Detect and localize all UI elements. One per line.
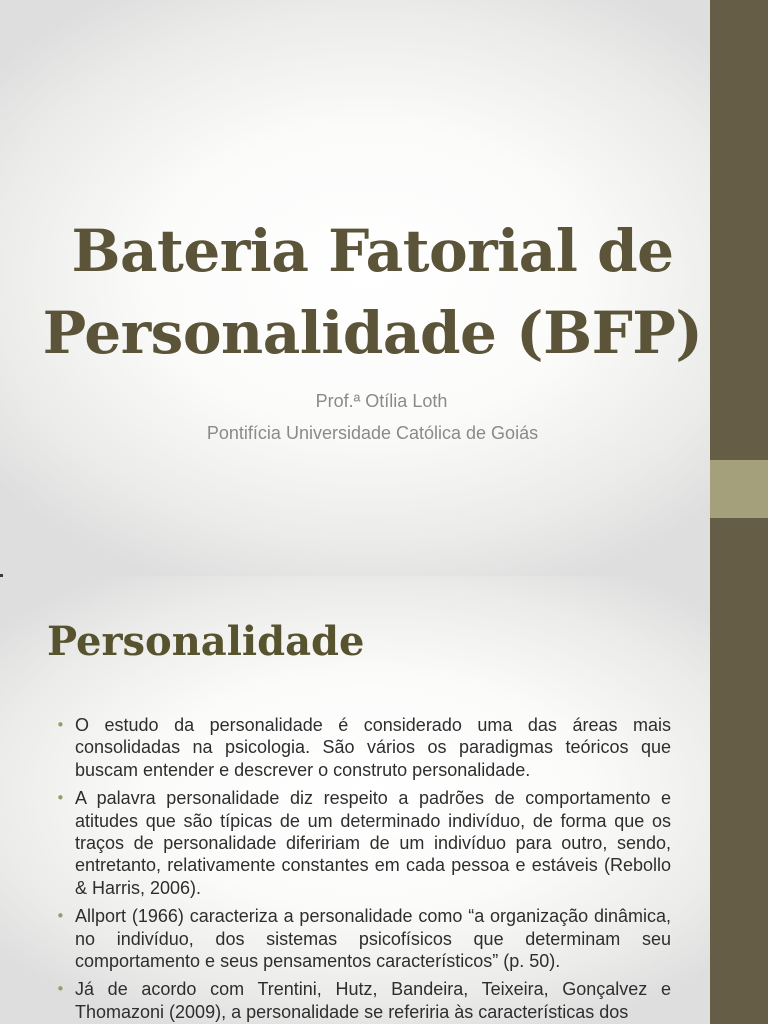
content-slide — [0, 576, 768, 1024]
bullet-text: O estudo da personalidade é considerado uma das áreas mais consolidadas na psicologia. São vários os paradigmas teóricos que buscam entender e descrever o construto personalidade. — [75, 715, 671, 780]
bullet-dot-icon: • — [56, 789, 65, 808]
slide-title — [40, 210, 705, 374]
title-line-1: Bateria Fatorial de — [71, 217, 674, 285]
title-line-2: Personalidade (BFP) — [42, 299, 703, 367]
section-heading: Personalidade — [47, 618, 365, 665]
bullet-item — [56, 787, 671, 899]
bullet-item — [56, 905, 671, 972]
author-name: Prof.ª Otília Loth — [315, 391, 448, 411]
slide-separator-mark — [0, 574, 3, 577]
bullet-item — [56, 714, 671, 781]
bullet-dot-icon: • — [56, 980, 65, 999]
bullet-list — [56, 714, 671, 1024]
bullet-text: A palavra personalidade diz respeito a padrões de comportamento e atitudes que são típicas de um determinado indivíduo, de forma que os traços de personalidade difeririam de um indivíduo para outro, sendo, entretanto, relativamente constantes em cada pessoa e estáveis (Rebollo & Harris, 2006). — [75, 788, 671, 898]
bullet-item — [56, 978, 671, 1023]
slide-side-bar — [710, 576, 768, 1024]
slide-side-accent — [710, 460, 768, 518]
bullet-dot-icon: • — [56, 907, 65, 926]
bullet-text: Já de acordo com Trentini, Hutz, Bandeira, Teixeira, Gonçalvez e Thomazoni (2009), a personalidade se referiria às características dos — [75, 979, 671, 1022]
bullet-text: Allport (1966) caracteriza a personalidade como “a organização dinâmica, no indivíduo, dos sistemas psicofísicos que determinam seu comportamento e seus pensamentos característicos” (p. 50). — [75, 906, 671, 972]
bullet-dot-icon: • — [56, 716, 65, 734]
institution-name: Pontifícia Universidade Católica de Goiás — [206, 423, 539, 443]
